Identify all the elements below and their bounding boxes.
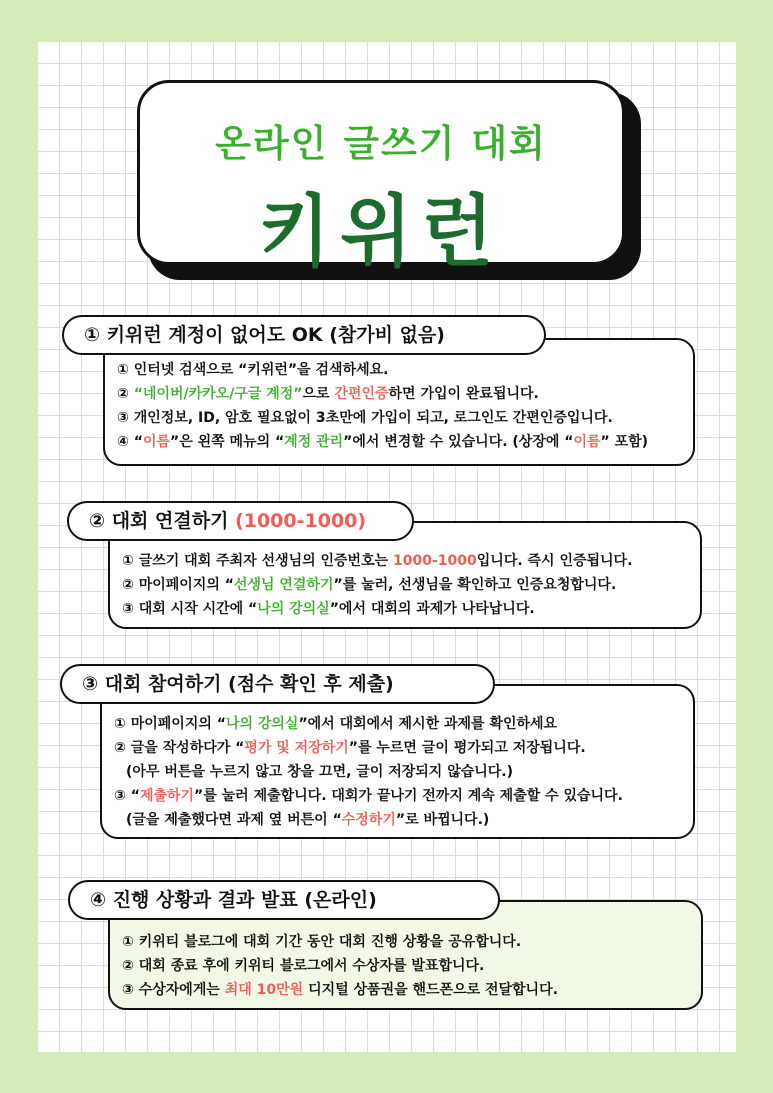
section-2-line xyxy=(122,549,684,573)
line-text: ”를 눌러 제출합니다. 대회가 끝나기 전까지 계속 제출할 수 있습니다. xyxy=(194,788,623,804)
red-highlight-text: 수정하기 xyxy=(341,812,396,828)
red-highlight-text: 1000-1000 xyxy=(393,553,477,569)
event-subtitle: 온라인 글쓰기 대회 xyxy=(215,122,547,165)
line-text: ”로 바뀝니다.) xyxy=(395,812,490,828)
section-1-line xyxy=(117,430,677,454)
line-text: ② 글을 작성하다가 “ xyxy=(114,740,245,756)
line-text: ③ 대회 시작 시간에 “ xyxy=(122,601,258,617)
line-text: ① 인터넷 검색으로 “키위런”을 검색하세요. xyxy=(117,362,389,378)
section-1-line xyxy=(117,406,677,430)
section-3-line xyxy=(114,760,677,784)
line-text: ③ 개인정보, ID, 암호 필요없이 3초만에 가입이 되고, 로그인도 간편인증입니다. xyxy=(117,410,613,426)
section-3-box xyxy=(100,684,695,839)
line-text: ”에서 대회의 과제가 나타납니다. xyxy=(329,601,535,617)
section-3-heading-text: ③ 대회 참여하기 (점수 확인 후 제출) xyxy=(82,673,394,695)
line-text: ④ “ xyxy=(117,434,143,450)
line-text: ”에서 변경할 수 있습니다. (상장에 “ xyxy=(343,434,574,450)
green-highlight-text: 나의 강의실 xyxy=(225,716,299,732)
red-highlight-text: 이름 xyxy=(573,434,601,450)
section-4-line xyxy=(122,978,685,1002)
line-text: ② 마이페이지의 “ xyxy=(122,577,234,593)
line-text: ”를 눌러, 선생님을 확인하고 인증요청합니다. xyxy=(333,577,617,593)
line-text: ③ “ xyxy=(114,788,140,804)
section-4-line xyxy=(122,930,685,954)
line-text: (글을 제출했다면 과제 옆 버튼이 “ xyxy=(126,812,342,828)
section-1-heading-text: ① 키위런 계정이 없어도 OK (참가비 없음) xyxy=(84,324,445,346)
line-text: 디지털 상품권을 핸드폰으로 전달합니다. xyxy=(303,982,558,998)
green-highlight-text: 나의 강의실 xyxy=(257,601,330,617)
title-card xyxy=(137,80,625,278)
section-2-lines xyxy=(122,549,684,621)
green-highlight-text: 선생님 연결하기 xyxy=(233,577,334,593)
event-title: 키위런 xyxy=(258,187,504,278)
section-2-heading-text: ② 대회 연결하기 xyxy=(89,510,236,532)
line-text: ① 키위티 블로그에 대회 기간 동안 대회 진행 상황을 공유합니다. xyxy=(122,934,522,950)
section-3-line xyxy=(114,712,677,736)
line-text: ”은 왼쪽 메뉴의 “ xyxy=(170,434,285,450)
section-1-lines xyxy=(117,358,677,454)
line-text: 입니다. 즉시 인증됩니다. xyxy=(476,553,633,569)
section-3-line xyxy=(114,784,677,808)
line-text: ② xyxy=(117,386,134,402)
line-text: (아무 버튼을 누르지 않고 창을 끄면, 글이 저장되지 않습니다.) xyxy=(126,764,514,780)
section-1-line xyxy=(117,382,677,406)
line-text: ① 마이페이지의 “ xyxy=(114,716,226,732)
section-1-heading xyxy=(62,315,546,355)
section-4-lines xyxy=(122,930,685,1002)
line-text: ” 포함) xyxy=(600,434,649,450)
line-text: ”에서 대회에서 제시한 과제를 확인하세요 xyxy=(298,716,558,732)
green-highlight-text: “네이버/카카오/구글 계정” xyxy=(133,386,303,402)
line-text: ”를 누르면 글이 평가되고 저장됩니다. xyxy=(348,740,586,756)
line-text: ② 대회 종료 후에 키위티 블로그에서 수상자를 발표합니다. xyxy=(122,958,485,974)
section-4-heading xyxy=(68,880,500,920)
section-2-heading xyxy=(67,501,414,541)
section-4-heading-text: ④ 진행 상황과 결과 발표 (온라인) xyxy=(90,889,377,911)
green-highlight-text: 계정 관리 xyxy=(284,434,344,450)
section-3-lines xyxy=(114,712,677,832)
section-3-line xyxy=(114,736,677,760)
section-4-line xyxy=(122,954,685,978)
red-highlight-text: 제출하기 xyxy=(139,788,195,804)
section-1-line xyxy=(117,358,677,382)
red-highlight-text: 이름 xyxy=(142,434,170,450)
section-1-box xyxy=(103,338,695,466)
section-3-heading xyxy=(60,664,495,704)
section-2-heading-highlight: (1000-1000) xyxy=(235,510,367,532)
section-3-line xyxy=(114,808,677,832)
section-2-line xyxy=(122,597,684,621)
line-text: ① 글쓰기 대회 주최자 선생님의 인증번호는 xyxy=(122,553,394,569)
red-highlight-text: 간편인증 xyxy=(334,386,389,402)
line-text: ③ 수상자에게는 xyxy=(122,982,225,998)
line-text: 으로 xyxy=(302,386,335,402)
red-highlight-text: 평가 및 저장하기 xyxy=(244,740,349,756)
red-highlight-text: 최대 10만원 xyxy=(224,982,304,998)
section-2-line xyxy=(122,573,684,597)
line-text: 하면 가입이 완료됩니다. xyxy=(388,386,539,402)
